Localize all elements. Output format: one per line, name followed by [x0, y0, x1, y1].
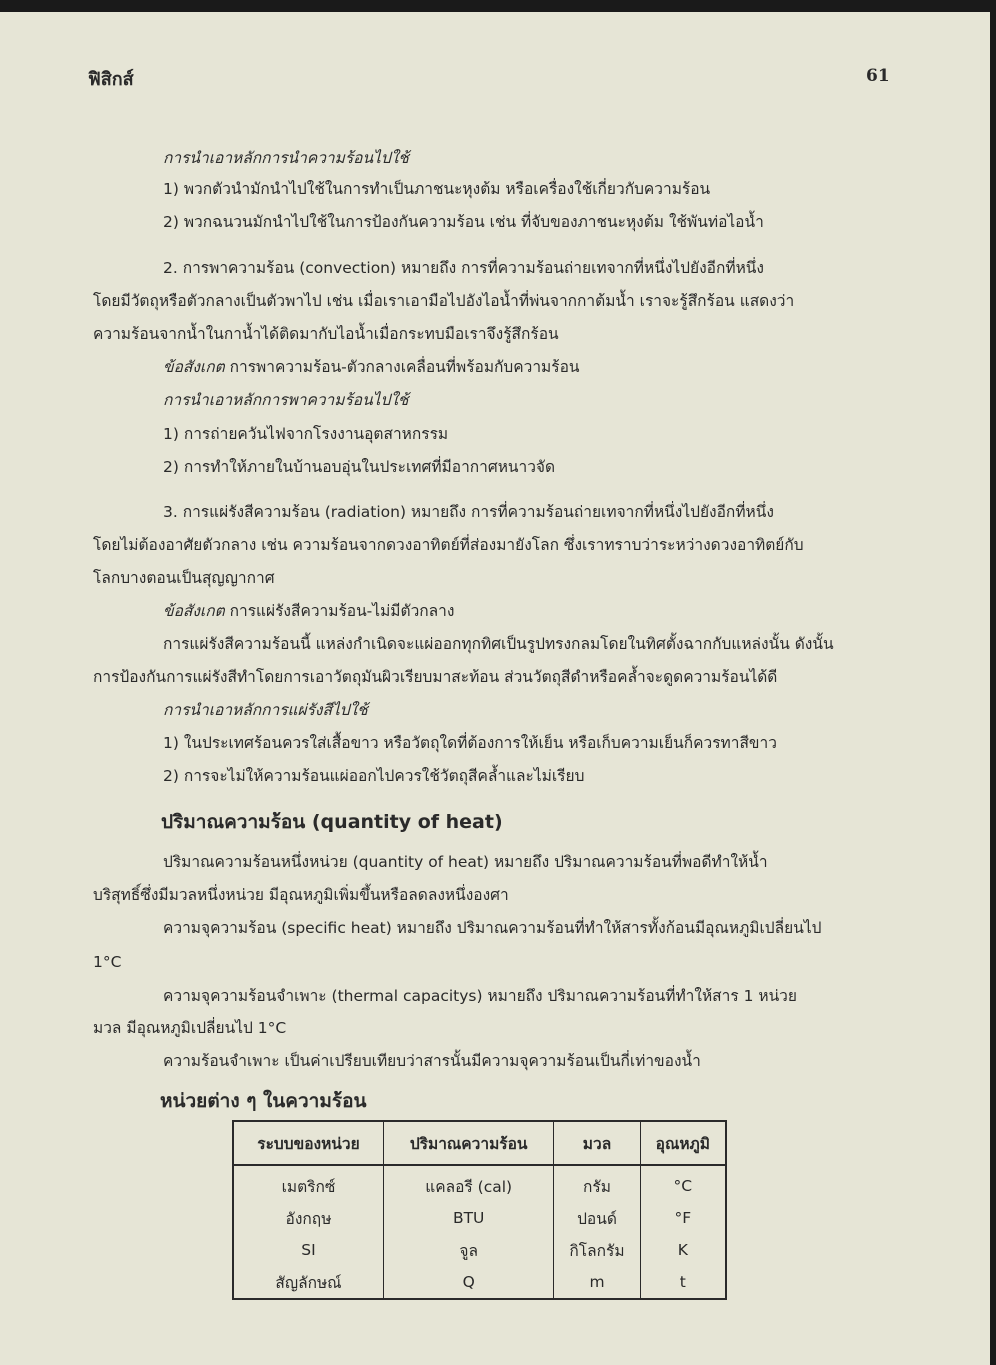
- column-header: ระบบของหน่วย: [233, 1121, 383, 1165]
- page-number: 61: [866, 66, 890, 86]
- observation-text: การแผ่รังสีความร้อน-ไม่มีตัวกลาง: [224, 602, 455, 620]
- table-row: [233, 1234, 726, 1266]
- table-cell: Q: [383, 1266, 553, 1299]
- observation-label: ข้อสังเกต: [163, 358, 225, 376]
- table-cell: BTU: [383, 1202, 553, 1234]
- subheading-convection-uses: การนำเอาหลักการพาความร้อนไปใช้: [163, 391, 409, 409]
- table-cell: m: [554, 1266, 640, 1299]
- table-cell: SI: [233, 1234, 383, 1266]
- definition-line: มวล มีอุณหภูมิเปลี่ยนไป 1°C: [93, 1019, 287, 1037]
- paragraph-radiation-line: โลกบางตอนเป็นสุญญากาศ: [93, 569, 275, 587]
- subheading-conduction-uses: การนำเอาหลักการนำความร้อนไปใช้: [163, 149, 409, 167]
- table-cell: °F: [640, 1202, 726, 1234]
- column-header: อุณหภูมิ: [640, 1121, 726, 1165]
- list-item: 2) การทำให้ภายในบ้านอบอุ่นในประเทศที่มีอากาศหนาวจัด: [163, 458, 556, 476]
- paragraph-convection-line: ความร้อนจากน้ำในกาน้ำได้ติดมากับไอน้ำเมื่อกระทบมือเราจึงรู้สึกร้อน: [93, 325, 559, 343]
- column-header: ปริมาณความร้อน: [383, 1121, 553, 1165]
- observation-text: การพาความร้อน-ตัวกลางเคลื่อนที่พร้อมกับความร้อน: [224, 358, 580, 376]
- document-page: [0, 12, 990, 1365]
- paragraph-radiation-line: การแผ่รังสีความร้อนนี้ แหล่งกำเนิดจะแผ่ออกทุกทิศเป็นรูปทรงกลมโดยในทิศตั้งฉากกับแหล่งนั้น ดังนั้น: [163, 635, 834, 653]
- running-header-title: ฟิสิกส์: [88, 69, 134, 90]
- definition-line: ปริมาณความร้อนหนึ่งหน่วย (quantity of heat) หมายถึง ปริมาณความร้อนที่พอดีทำให้น้ำ: [163, 853, 768, 871]
- definition-line: ความจุความร้อนจำเพาะ (thermal capacitys) หมายถึง ปริมาณความร้อนที่ทำให้สาร 1 หน่วย: [163, 987, 797, 1005]
- paragraph-convection-line: โดยมีวัตถุหรือตัวกลางเป็นตัวพาไป เช่น เมื่อเราเอามือไปอังไอน้ำที่พ่นจากกาต้มน้ำ เราจะรู้สึกร้อน แสดงว่า: [93, 292, 795, 310]
- section-heading: ปริมาณความร้อน (quantity of heat): [161, 811, 503, 833]
- list-item: 1) การถ่ายควันไฟจากโรงงานอุตสาหกรรม: [163, 425, 449, 443]
- table-cell: แคลอรี (cal): [383, 1165, 553, 1202]
- paragraph-radiation-line: 3. การแผ่รังสีความร้อน (radiation) หมายถึง การที่ความร้อนถ่ายเทจากที่หนึ่งไปยังอีกที่หนึ่ง: [163, 503, 774, 521]
- paragraph-convection-line: 2. การพาความร้อน (convection) หมายถึง การที่ความร้อนถ่ายเทจากที่หนึ่งไปยังอีกที่หนึ่ง: [163, 259, 764, 277]
- definition-line: บริสุทธิ์ซึ่งมีมวลหนึ่งหน่วย มีอุณหภูมิเพิ่มขึ้นหรือลดลงหนึ่งองศา: [93, 886, 509, 904]
- table-cell: จูล: [383, 1234, 553, 1266]
- paragraph-radiation-line: การป้องกันการแผ่รังสีทำโดยการเอาวัตถุมันผิวเรียบมาสะท้อน ส่วนวัตถุสีดำหรือคล้ำจะดูดความร้อนได้ดี: [93, 668, 778, 686]
- list-item: 2) การจะไม่ให้ความร้อนแผ่ออกไปควรใช้วัตถุสีคล้ำและไม่เรียบ: [163, 767, 585, 785]
- subheading-radiation-uses: การนำเอาหลักการแผ่รังสีไปใช้: [163, 701, 368, 719]
- list-item: 2) พวกฉนวนมักนำไปใช้ในการป้องกันความร้อน เช่น ที่จับของภาชนะหุงต้ม ใช้พันท่อไอน้ำ: [163, 213, 764, 231]
- table-cell: ปอนด์: [554, 1202, 640, 1234]
- list-item: 1) ในประเทศร้อนควรใส่เสื้อขาว หรือวัตถุใดที่ต้องการให้เย็น หรือเก็บความเย็นก็ควรทาสีขาว: [163, 734, 777, 752]
- table-cell: เมตริกซ์: [233, 1165, 383, 1202]
- column-header: มวล: [554, 1121, 640, 1165]
- table-cell: กิโลกรัม: [554, 1234, 640, 1266]
- definition-line: ความร้อนจำเพาะ เป็นค่าเปรียบเทียบว่าสารนั้นมีความจุความร้อนเป็นกี่เท่าของน้ำ: [163, 1052, 701, 1070]
- paragraph-radiation-line: โดยไม่ต้องอาศัยตัวกลาง เช่น ความร้อนจากดวงอาทิตย์ที่ส่องมายังโลก ซึ่งเราทราบว่าระหว่างดวงอาทิตย์กับ: [93, 536, 804, 554]
- table-row: [233, 1165, 726, 1202]
- definition-line: ความจุความร้อน (specific heat) หมายถึง ปริมาณความร้อนที่ทำให้สารทั้งก้อนมีอุณหภูมิเปลี่ยนไป: [163, 919, 822, 937]
- table-cell: t: [640, 1266, 726, 1299]
- table-header-row: [233, 1121, 726, 1165]
- table-cell: อังกฤษ: [233, 1202, 383, 1234]
- observation-convection: [163, 357, 580, 377]
- table-cell: กรัม: [554, 1165, 640, 1202]
- observation-label: ข้อสังเกต: [163, 602, 225, 620]
- table-cell: K: [640, 1234, 726, 1266]
- observation-radiation: [163, 601, 454, 621]
- definition-line: 1°C: [93, 953, 122, 971]
- table-cell: สัญลักษณ์: [233, 1266, 383, 1299]
- table-row: [233, 1266, 726, 1299]
- table-cell: °C: [640, 1165, 726, 1202]
- list-item: 1) พวกตัวนำมักนำไปใช้ในการทำเป็นภาชนะหุงต้ม หรือเครื่องใช้เกี่ยวกับความร้อน: [163, 180, 711, 198]
- table-heading: หน่วยต่าง ๆ ในความร้อน: [160, 1090, 367, 1112]
- table-row: [233, 1202, 726, 1234]
- units-table: [232, 1120, 727, 1300]
